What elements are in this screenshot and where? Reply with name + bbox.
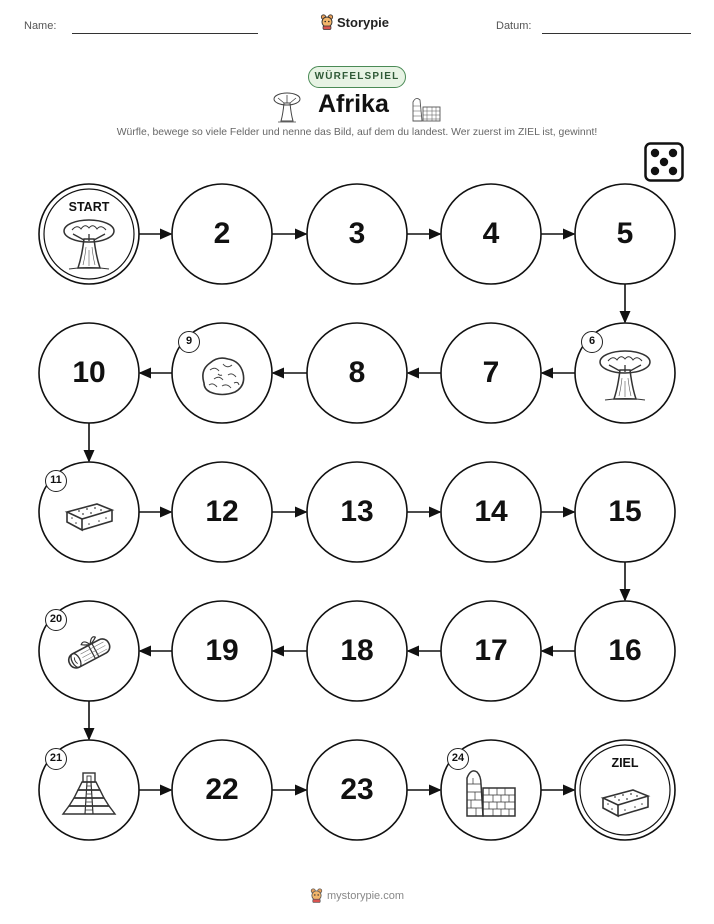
space-number-badge: 20 [45,609,67,631]
space-number: 17 [474,634,508,667]
space-number: 23 [340,773,374,806]
board-space-7 [441,323,541,423]
space-number: 10 [72,356,106,389]
goal-label: ZIEL [611,756,639,770]
board-space-19 [172,601,272,701]
brand-name: Storypie [337,14,390,30]
board-space-23 [307,740,407,840]
space-number-badge: 6 [581,331,603,353]
board-space-2 [172,184,272,284]
space-number: 13 [340,495,374,528]
board-space-15 [575,462,675,562]
category-badge: WÜRFELSPIEL [308,66,406,88]
space-number: 7 [482,356,500,389]
space-number-badge: 24 [447,748,469,770]
board-space-3 [307,184,407,284]
space-number: 18 [340,634,374,667]
space-number-badge: 21 [45,748,67,770]
space-number: 3 [348,217,366,250]
space-number: 15 [608,495,642,528]
space-number: 8 [348,356,366,389]
board-space-22 [172,740,272,840]
board-space-17 [441,601,541,701]
date-label: Datum: [496,20,532,32]
footer [0,888,714,903]
board-space-8 [307,323,407,423]
space-number: 16 [608,634,642,667]
space-number-badge: 9 [178,331,200,353]
space-number: 2 [213,217,231,250]
board-space-16 [575,601,675,701]
instructions: Würfle, bewege so viele Felder und nenne das Bild, auf dem du landest. Wer zuerst im ZIEL ist, gewinnt! [116,127,598,138]
board-space-12 [172,462,272,562]
start-label: START [68,200,110,214]
space-number: 19 [205,634,239,667]
name-label: Name: [24,20,57,32]
board-space-25 [575,740,675,840]
board-space-5 [575,184,675,284]
footer-url[interactable]: mystorypie.com [326,889,405,902]
page-title: Afrika [318,90,389,118]
space-number: 22 [205,773,239,806]
board-space-4 [441,184,541,284]
storypie-mascot-icon [310,888,323,903]
space-number-badge: 11 [45,470,67,492]
board-space-14 [441,462,541,562]
board-space-10 [39,323,139,423]
space-number: 14 [474,495,508,528]
board-space-13 [307,462,407,562]
space-number: 5 [616,217,634,250]
space-number: 12 [205,495,239,528]
space-number: 4 [482,217,500,250]
board-space-18 [307,601,407,701]
